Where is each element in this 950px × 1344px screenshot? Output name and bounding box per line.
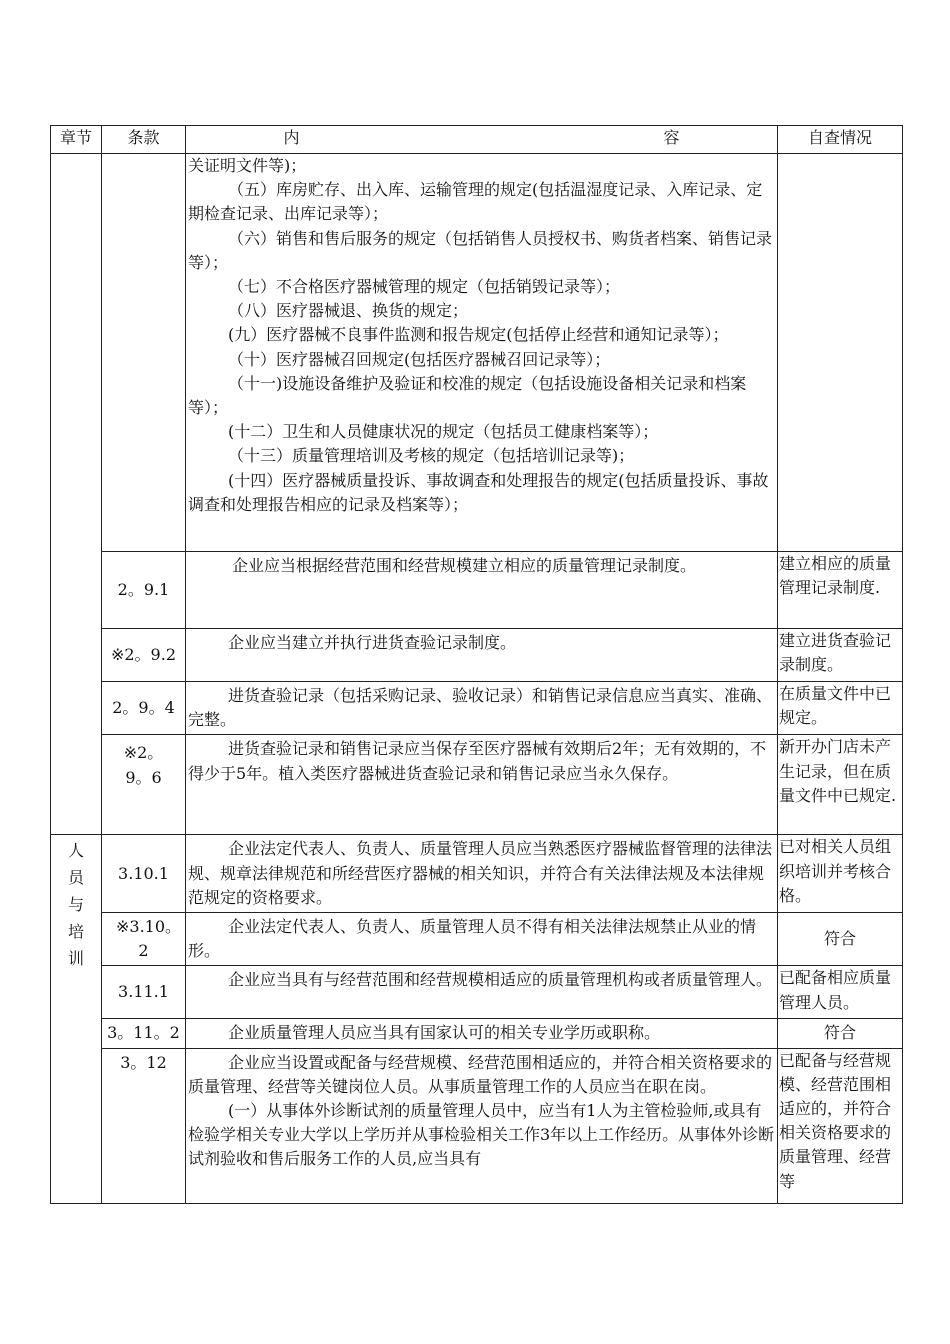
chapter-label: 人员与培训 [67, 841, 84, 969]
content-text: 进货查验记录和销售记录应当保存至医疗器械有效期后2年；无有效期的，不得少于5年。植入类医疗器械进货查验记录和销售记录应当永久保存。 [188, 739, 767, 783]
content-text: 企业应当设置或配备与经营规模、经营范围相适应的，并符合相关资格要求的质量管理、经营等关键岗位人员。从事质量管理工作的人员应当在职在岗。 [188, 1052, 773, 1096]
table-row [51, 835, 903, 913]
content-line: （十一)设施设备维护及验证和校准的规定（包括设施设备相关记录和档案等）； [188, 373, 747, 418]
table-row [51, 629, 903, 682]
content-cell [186, 835, 778, 913]
clause-cell: 3.10.1 [102, 835, 186, 913]
clause-cell: 2。9.1 [102, 552, 186, 629]
content-line: 关证明文件等)； [188, 156, 307, 175]
content-text: 企业质量管理人员应当具有国家认可的相关专业学历或职称。 [228, 1023, 661, 1043]
self-check-cell: 符合 [778, 1019, 903, 1048]
content-cell [186, 1048, 778, 1203]
content-line: (十二）卫生和人员健康状况的规定（包括员工健康档案等）； [228, 422, 659, 442]
content-line: (十四）医疗器械质量投诉、事故调查和处理报告的规定(包括质量投诉、事故调查和处理报告相应的记录及档案等）； [188, 470, 769, 514]
header-content-char-1: 内 [283, 128, 300, 147]
self-inspection-table [50, 125, 903, 1204]
content-line: （五）库房贮存、出入库、运输管理的规定(包括温湿度记录、入库记录、定期检查记录、出库记录等）； [188, 180, 763, 224]
content-text: (一）从事体外诊断试剂的质量管理人员中，应当有1人为主管检验师,或具有检验学相关专业大学以上学历并从事检验相关工作3年以上工作经历。从事体外诊断试剂验收和售后服务工作的人员,应当具有 [188, 1101, 775, 1169]
content-line: （十）医疗器械召回规定(包括医疗器械召回记录等）； [228, 349, 611, 369]
clause-cell: 3。11。2 [102, 1019, 186, 1048]
content-text: 企业应当具有与经营范围和经营规模相适应的质量管理机构或者质量管理人。 [228, 970, 773, 990]
table-row [51, 682, 903, 735]
table-row [51, 1048, 903, 1203]
header-content [186, 126, 778, 154]
table-row [51, 966, 903, 1019]
content-text: 企业应当根据经营范围和经营规模建立相应的质量管理记录制度。 [232, 556, 697, 575]
content-cell [186, 682, 778, 735]
header-chapter: 章节 [51, 126, 102, 154]
clause-cell [102, 154, 186, 552]
clause-cell: 3。12 [102, 1048, 186, 1203]
self-check-cell: 在质量文件中已规定。 [778, 682, 903, 735]
content-line: （十三）质量管理培训及考核的规定（包括培训记录等)； [228, 446, 635, 466]
content-line: （七）不合格医疗器械管理的规定（包括销毁记录等）； [228, 277, 621, 297]
clause-cell: ※2。9.2 [102, 629, 186, 682]
content-cell [186, 1019, 778, 1048]
chapter-cell [51, 835, 102, 1203]
content-cell [186, 154, 778, 552]
self-check-cell: 建立相应的质量管理记录制度. [778, 552, 903, 629]
self-check-cell: 新开办门店未产生记录，但在质量文件中已规定. [778, 735, 903, 835]
content-line: （八）医疗器械退、换货的规定； [228, 301, 469, 321]
content-cell [186, 552, 778, 629]
content-text: 企业法定代表人、负责人、质量管理人员应当熟悉医疗器械监督管理的法律法规、规章法律规范和所经营医疗器械的相关知识，并符合有关法律法规及本法律规范规定的资格要求。 [188, 839, 773, 907]
self-check-cell: 符合 [778, 913, 903, 966]
self-check-cell: 已对相关人员组织培训并考核合格。 [778, 835, 903, 913]
header-content-char-2: 容 [663, 128, 680, 147]
self-check-cell [778, 154, 903, 552]
content-cell [186, 966, 778, 1019]
table-row [51, 1019, 903, 1048]
content-line: （六）销售和售后服务的规定（包括销售人员授权书、购货者档案、销售记录等）； [188, 228, 773, 272]
content-text: 企业法定代表人、负责人、质量管理人员不得有相关法律法规禁止从业的情形。 [188, 917, 757, 961]
clause-cell: ※2。9。6 [102, 735, 186, 835]
content-text: 进货查验记录（包括采购记录、验收记录）和销售记录信息应当真实、准确、完整。 [188, 686, 773, 730]
self-check-cell: 建立进货查验记录制度。 [778, 629, 903, 682]
chapter-cell-empty [51, 154, 102, 835]
content-cell [186, 735, 778, 835]
content-text: 企业应当建立并执行进货查验记录制度。 [228, 633, 517, 652]
self-check-cell: 已配备与经营规模、经营范围相适应的，并符合相关资格要求的质量管理、经营等 [778, 1048, 903, 1203]
table-row [51, 552, 903, 629]
content-cell [186, 629, 778, 682]
header-self-check: 自查情况 [778, 126, 903, 154]
table-row [51, 735, 903, 835]
clause-cell: ※3.10。2 [102, 913, 186, 966]
table-row-continuation [51, 154, 903, 552]
clause-cell: 2。9。4 [102, 682, 186, 735]
content-cell [186, 913, 778, 966]
self-check-cell: 已配备相应质量管理人员。 [778, 966, 903, 1019]
clause-cell: 3.11.1 [102, 966, 186, 1019]
header-clause: 条款 [102, 126, 186, 154]
content-line: (九）医疗器械不良事件监测和报告规定(包括停止经营和通知记录等）； [228, 325, 729, 345]
table-row [51, 913, 903, 966]
table-header-row [51, 126, 903, 154]
